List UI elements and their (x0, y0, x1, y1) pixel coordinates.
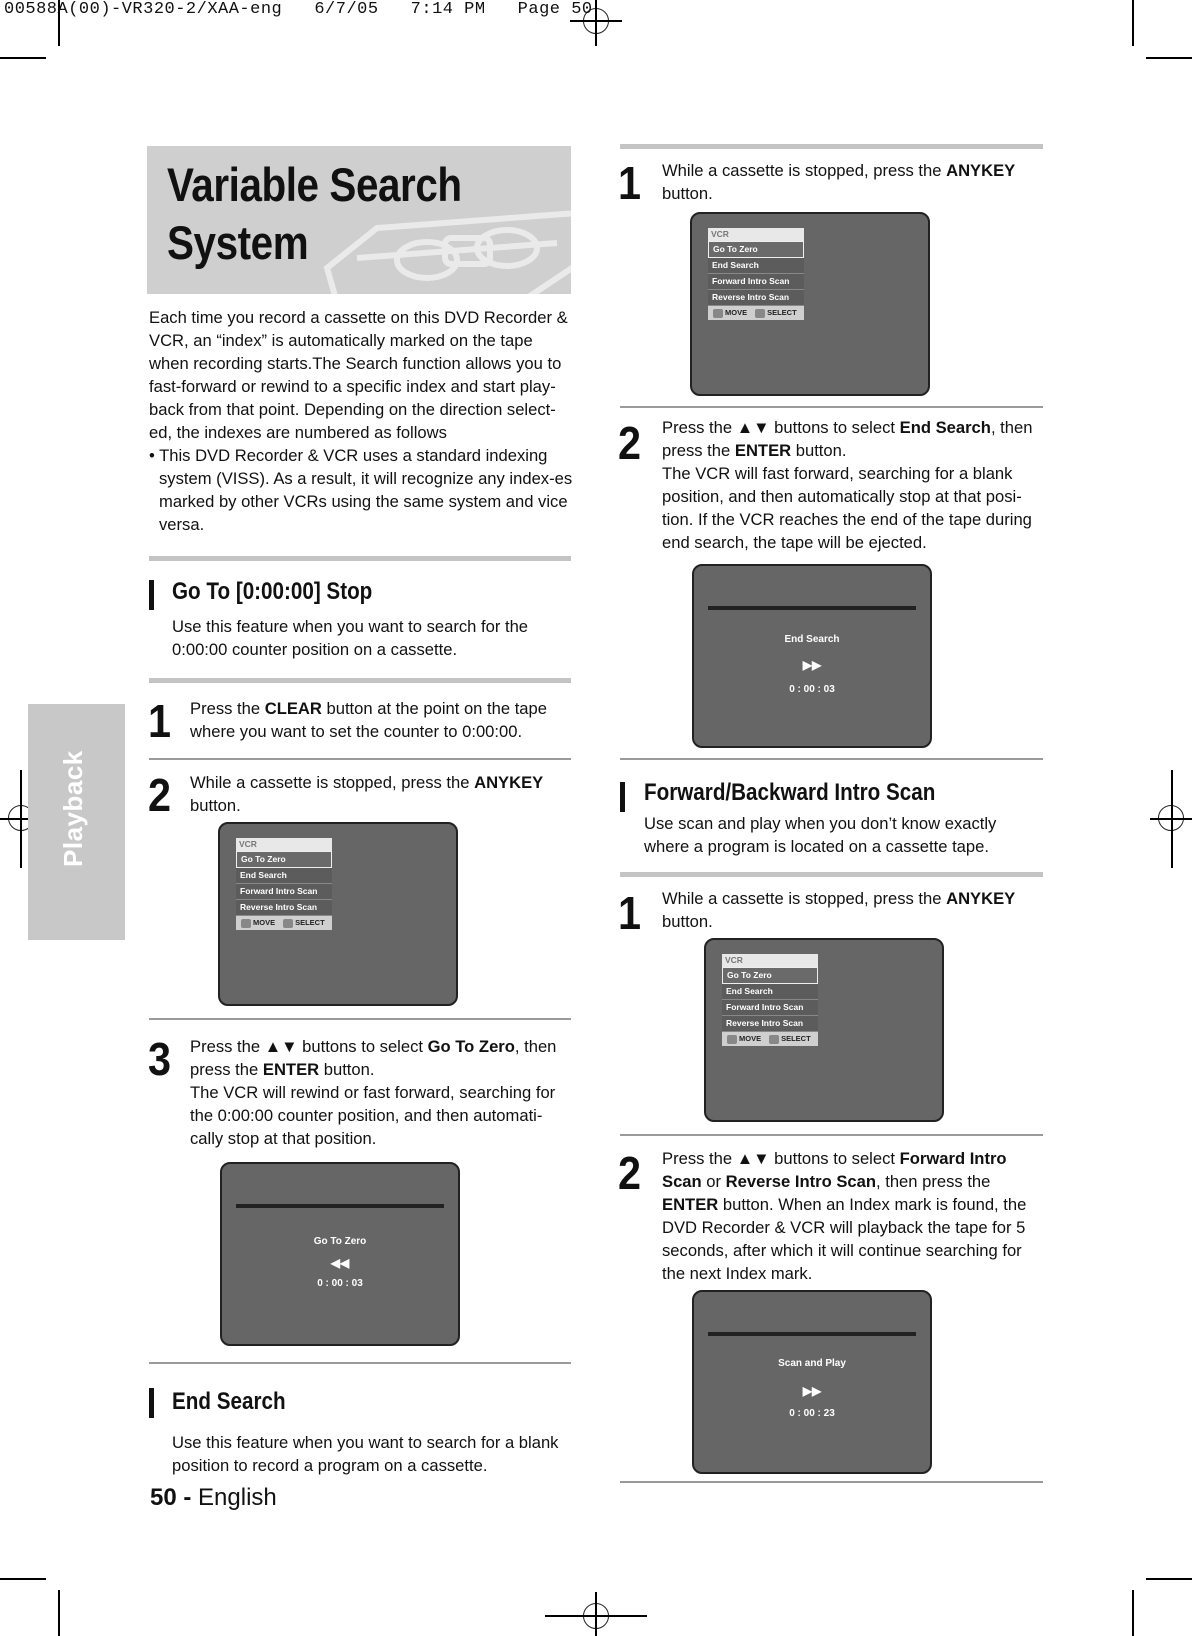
step-number: 2 (618, 1147, 642, 1199)
step-number: 3 (148, 1033, 172, 1085)
section-rule (620, 1481, 1043, 1483)
vcr-menu (708, 228, 804, 320)
rewind-icon: ◀◀ (330, 1256, 350, 1270)
side-tab-label: Playback (58, 750, 88, 867)
crop-mark (1132, 1590, 1134, 1636)
move-key-icon (713, 309, 723, 318)
tv-screen-menu (690, 212, 930, 396)
print-slug: 00588A(00)-VR320-2/XAA-eng 6/7/05 7:14 PM Page 50 (4, 0, 593, 19)
menu-item-go-to-zero: Go To Zero (722, 967, 818, 984)
menu-item-forward-intro-scan: Forward Intro Scan (722, 1000, 818, 1016)
intro-bullet: • This DVD Recorder & VCR uses a standard indexing system (VISS). As a result, it will recognize any index-es marked by other VCRs using the same system and vice versa. (149, 446, 573, 534)
page-footer (150, 1484, 277, 1512)
step-number: 1 (148, 695, 172, 747)
osd-bar (236, 1204, 444, 1208)
osd-counter: 0 : 00 : 23 (789, 1408, 835, 1419)
osd-bar (708, 1332, 916, 1336)
crop-mark (58, 1590, 60, 1636)
goto-heading: Go To [0:00:00] Stop (172, 578, 373, 605)
step-divider (149, 758, 571, 760)
section-rule (620, 758, 1043, 760)
tv-screen-menu (218, 822, 458, 1006)
step-divider (620, 406, 1043, 408)
osd-counter: 0 : 00 : 03 (789, 684, 835, 695)
crop-mark (0, 1578, 46, 1580)
crop-mark (1132, 0, 1134, 46)
menu-footer: MOVE SELECT (236, 916, 332, 930)
osd-label: Scan and Play (778, 1358, 846, 1369)
menu-header: VCR (722, 954, 818, 967)
title-line-1: Variable Search (167, 158, 462, 211)
move-key-icon (241, 919, 251, 928)
menu-footer: MOVE SELECT (708, 306, 804, 320)
intro-scan-heading: Forward/Backward Intro Scan (644, 779, 936, 806)
goto-step-3-text: Press the ▲▼ buttons to select Go To Zero, then press the ENTER button. The VCR will rewind or fast forward, searching for the 0:00:00 counter position, and then automati-cally stop at that position. (190, 1037, 557, 1148)
section-rule (149, 678, 571, 683)
page-number: 50 - (150, 1484, 192, 1511)
section-rule (149, 1362, 571, 1364)
menu-item-go-to-zero: Go To Zero (236, 851, 332, 868)
menu-item-forward-intro-scan: Forward Intro Scan (236, 884, 332, 900)
crop-mark (1146, 57, 1192, 59)
scan-step-1-text: While a cassette is stopped, press the ANYKEY button. (662, 889, 1016, 931)
intro-scan-description: Use scan and play when you don’t know exactly where a program is located on a cassette tape. (644, 814, 997, 856)
step-number: 2 (148, 769, 172, 821)
vcr-menu (722, 954, 818, 1046)
tv-screen-end-search (692, 564, 932, 748)
goto-step-1-text: Press the CLEAR button at the point on the tape where you want to set the counter to 0:00:00. (190, 699, 547, 741)
select-key-icon (283, 919, 293, 928)
select-key-icon (769, 1035, 779, 1044)
crop-mark (20, 770, 22, 868)
osd-label: Go To Zero (313, 1236, 367, 1247)
menu-item-reverse-intro-scan: Reverse Intro Scan (722, 1016, 818, 1032)
scan-step-2-text: Press the ▲▼ buttons to select Forward Intro Scan or Reverse Intro Scan, then press the ENTER button. When an Index mark is found, the DVD Recorder & VCR will playback the tape for 5 seconds, after which it will continue searching for the next Index mark. (662, 1149, 1027, 1283)
side-tab (28, 704, 125, 940)
title-banner (147, 146, 571, 294)
menu-item-end-search: End Search (708, 258, 804, 274)
tv-screen-menu (704, 938, 944, 1122)
osd-label: End Search (784, 634, 840, 645)
move-key-icon (727, 1035, 737, 1044)
select-key-icon (755, 309, 765, 318)
menu-header: VCR (708, 228, 804, 241)
step-divider (149, 1018, 571, 1020)
tv-screen-goto (220, 1162, 460, 1346)
crop-mark (1146, 1578, 1192, 1580)
step-divider (620, 1134, 1043, 1136)
section-marker (149, 1388, 154, 1418)
step-number: 1 (618, 157, 642, 209)
fast-forward-icon: ▶▶ (802, 1384, 822, 1398)
section-rule (149, 556, 571, 561)
tv-screen-scan (692, 1290, 932, 1474)
title-line-2: System (167, 216, 309, 269)
menu-footer: MOVE SELECT (722, 1032, 818, 1046)
step-number: 1 (618, 887, 642, 939)
menu-item-reverse-intro-scan: Reverse Intro Scan (708, 290, 804, 306)
crop-mark (595, 0, 597, 46)
step-number: 2 (618, 417, 642, 469)
section-marker (149, 580, 154, 610)
page-title (167, 156, 462, 272)
menu-item-forward-intro-scan: Forward Intro Scan (708, 274, 804, 290)
end-search-description: Use this feature when you want to search for a blank position to record a program on a cassette. (172, 1433, 559, 1475)
goto-description: Use this feature when you want to search for the 0:00:00 counter position on a cassette. (172, 617, 529, 659)
footer-language: English (198, 1484, 277, 1511)
crop-mark (595, 1592, 597, 1636)
end-step-2-text: Press the ▲▼ buttons to select End Search, then press the ENTER button. The VCR will fast forward, searching for a blank position, and then automatically stop at that posi-tion. If the VCR reaches the end of the tape during end search, the tape will be ejected. (662, 418, 1033, 552)
fast-forward-icon: ▶▶ (802, 658, 822, 672)
menu-item-reverse-intro-scan: Reverse Intro Scan (236, 900, 332, 916)
menu-item-end-search: End Search (236, 868, 332, 884)
section-rule (620, 872, 1043, 877)
end-search-heading: End Search (172, 1388, 286, 1415)
menu-item-go-to-zero: Go To Zero (708, 241, 804, 258)
crop-mark (1171, 770, 1173, 868)
end-step-1-text: While a cassette is stopped, press the ANYKEY button. (662, 161, 1016, 203)
menu-item-end-search: End Search (722, 984, 818, 1000)
osd-bar (708, 606, 916, 610)
goto-step-2-text: While a cassette is stopped, press the ANYKEY button. (190, 773, 544, 815)
intro-paragraph: Each time you record a cassette on this DVD Recorder & VCR, an “index” is automatically marked on the tape when recording starts.The Search function allows you to fast-forward or rewind to a specific index and start play-back from that point. Depending on the direction select-ed, the indexes are numbered as follows (149, 308, 568, 442)
section-rule (620, 144, 1043, 149)
vcr-menu (236, 838, 332, 930)
section-marker (620, 782, 625, 812)
crop-mark (0, 57, 46, 59)
osd-counter: 0 : 00 : 03 (317, 1278, 363, 1289)
menu-header: VCR (236, 838, 332, 851)
